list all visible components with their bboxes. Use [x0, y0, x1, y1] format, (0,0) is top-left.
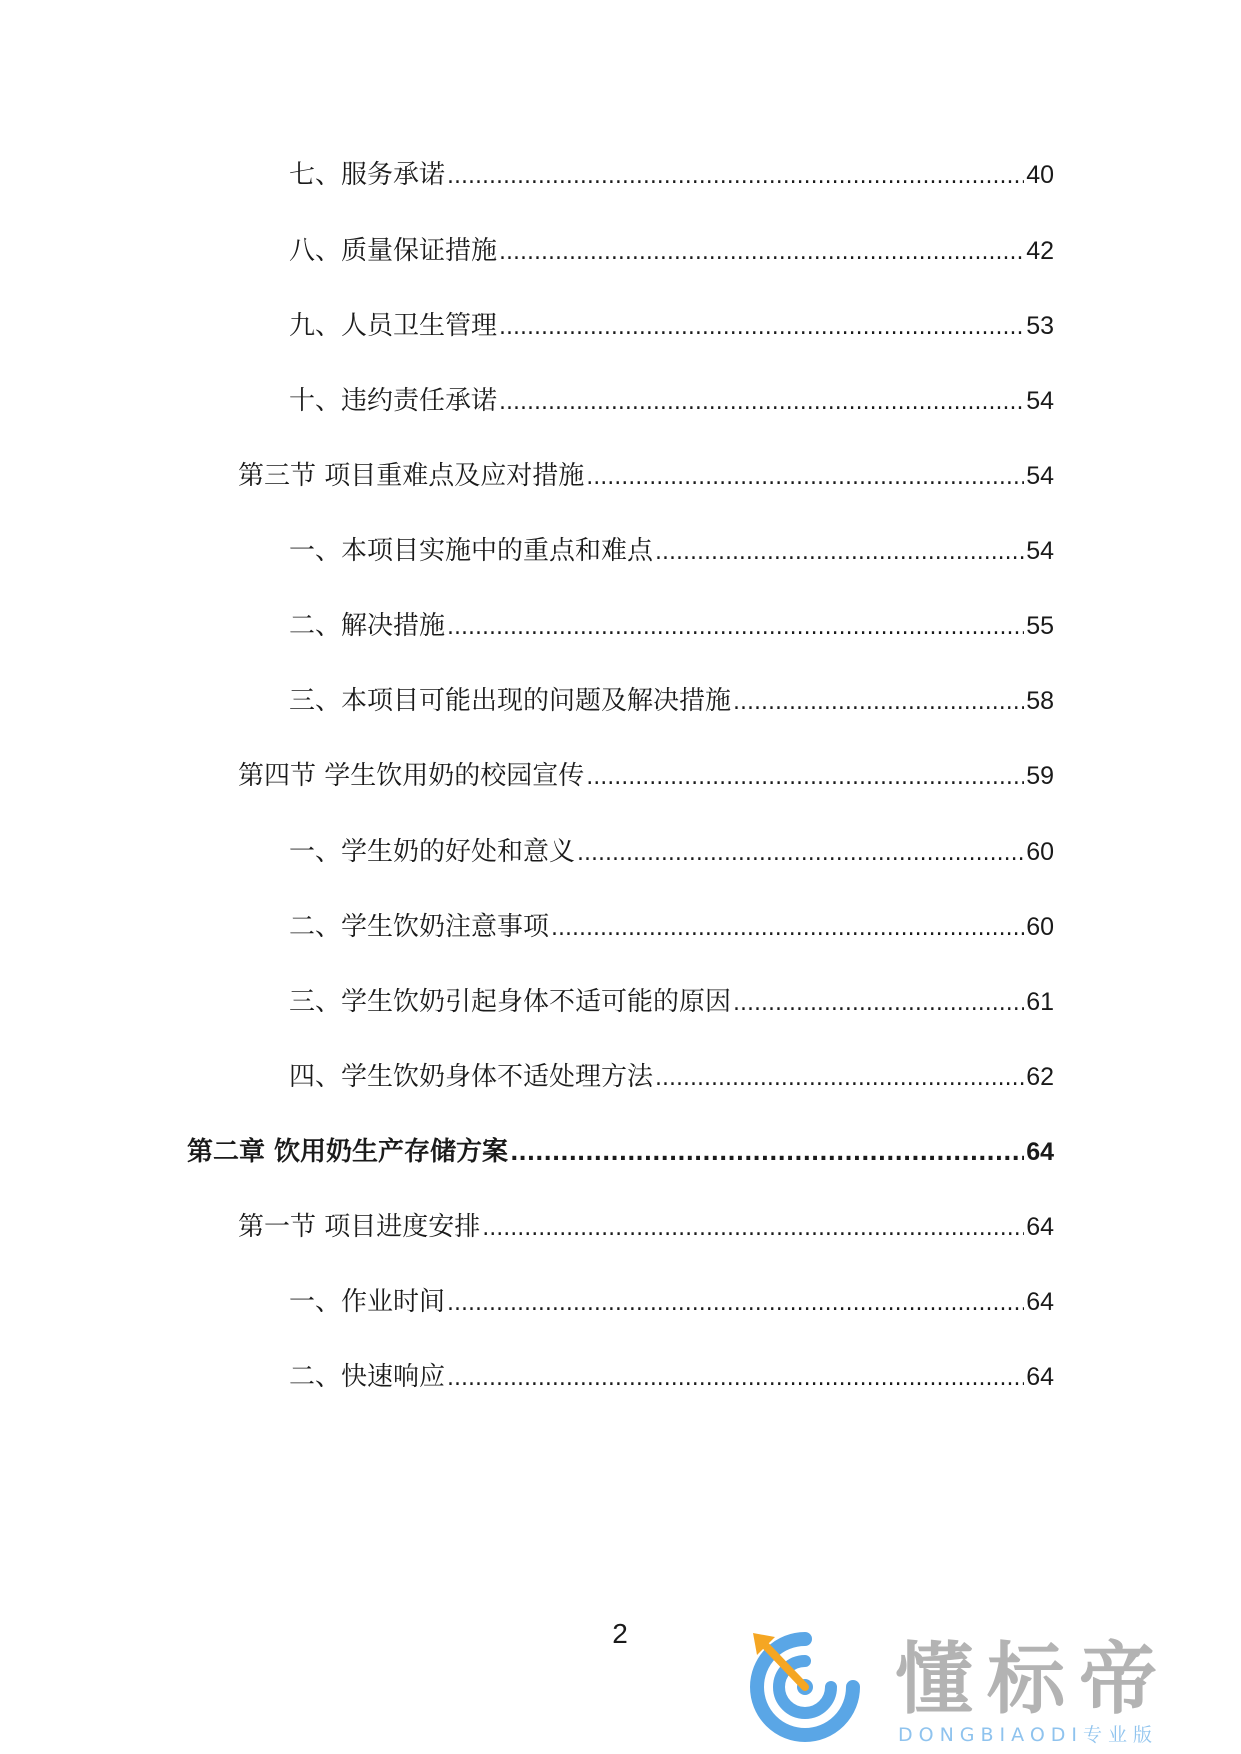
toc-entry-title: 四、学生饮奶身体不适处理方法 — [289, 1062, 654, 1092]
toc-entry[interactable] — [238, 756, 1054, 796]
toc-entry-page: 54 — [1026, 462, 1054, 490]
toc-entry-title: 一、作业时间 — [289, 1287, 446, 1317]
toc-dot-leader — [447, 1359, 1024, 1399]
toc-entry-title: 八、质量保证措施 — [289, 236, 498, 266]
toc-entry-title: 九、人员卫生管理 — [289, 311, 498, 341]
toc-dot-leader — [586, 458, 1024, 498]
target-logo-icon — [745, 1625, 865, 1750]
toc-entry-page: 64 — [1026, 1288, 1054, 1316]
toc-entry-page: 61 — [1026, 988, 1054, 1016]
toc-entry[interactable] — [289, 832, 1054, 872]
toc-entry[interactable] — [289, 982, 1054, 1022]
toc-entry-title: 二、解决措施 — [289, 611, 446, 641]
toc-entry[interactable] — [289, 1057, 1054, 1097]
toc-entry-page: 59 — [1026, 762, 1054, 790]
toc-dot-leader — [586, 758, 1024, 798]
toc-entry-page: 58 — [1026, 687, 1054, 715]
toc-entry-title: 七、服务承诺 — [289, 160, 446, 190]
toc-entry[interactable] — [289, 1357, 1054, 1397]
toc-entry-title: 第三节 项目重难点及应对措施 — [238, 461, 585, 491]
toc-entry[interactable] — [289, 606, 1054, 646]
toc-dot-leader — [447, 608, 1024, 648]
toc-entry-page: 42 — [1026, 237, 1054, 265]
toc-dot-leader — [499, 233, 1024, 273]
toc-entry[interactable] — [187, 1132, 1054, 1172]
toc-entry-page: 53 — [1026, 312, 1054, 340]
toc-entry-title: 一、学生奶的好处和意义 — [289, 837, 576, 867]
toc-entry[interactable] — [289, 531, 1054, 571]
toc-entry-page: 60 — [1026, 838, 1054, 866]
toc-entry[interactable] — [238, 1207, 1054, 1247]
toc-dot-leader — [655, 533, 1024, 573]
toc-entry[interactable] — [289, 1282, 1054, 1322]
watermark-brand-subtitle: DONGBIAODI专业版 — [898, 1724, 1159, 1746]
toc-entry[interactable] — [289, 907, 1054, 947]
toc-dot-leader — [733, 984, 1024, 1024]
toc-entry-page: 40 — [1026, 161, 1054, 189]
toc-entry-title: 十、违约责任承诺 — [289, 386, 498, 416]
toc-entry-page: 54 — [1026, 537, 1054, 565]
toc-dot-leader — [655, 1059, 1024, 1099]
toc-dot-leader — [482, 1209, 1024, 1249]
toc-entry-page: 55 — [1026, 612, 1054, 640]
toc-dot-leader — [551, 909, 1024, 949]
toc-entry[interactable] — [289, 306, 1054, 346]
toc-entry-title: 三、本项目可能出现的问题及解决措施 — [289, 686, 732, 716]
toc-dot-leader — [510, 1134, 1024, 1174]
toc-entry[interactable] — [289, 381, 1054, 421]
toc-entry[interactable] — [289, 681, 1054, 721]
toc-entry-page: 64 — [1026, 1363, 1054, 1391]
toc-dot-leader — [577, 834, 1024, 874]
toc-dot-leader — [447, 1284, 1024, 1324]
toc-entry-title: 一、本项目实施中的重点和难点 — [289, 536, 654, 566]
toc-entry-page: 60 — [1026, 913, 1054, 941]
toc-entry-page: 62 — [1026, 1063, 1054, 1091]
page-number: 2 — [612, 1618, 628, 1649]
toc-dot-leader — [499, 308, 1024, 348]
watermark — [745, 1625, 1225, 1750]
toc-entry-title: 二、快速响应 — [289, 1362, 446, 1392]
toc-dot-leader — [499, 383, 1024, 423]
toc-entry-page: 64 — [1026, 1213, 1054, 1241]
toc-entry-title: 三、学生饮奶引起身体不适可能的原因 — [289, 987, 732, 1017]
toc-entry[interactable] — [289, 155, 1054, 195]
toc-entry-title: 第二章 饮用奶生产存储方案 — [187, 1137, 509, 1167]
toc-entry-title: 第一节 项目进度安排 — [238, 1212, 481, 1242]
toc-dot-leader — [733, 683, 1024, 723]
toc-entry-title: 二、学生饮奶注意事项 — [289, 912, 550, 942]
watermark-brand-name: 懂标帝 — [895, 1635, 1172, 1725]
toc-entry[interactable] — [238, 456, 1054, 496]
toc-dot-leader — [447, 157, 1024, 197]
toc-entry-title: 第四节 学生饮用奶的校园宣传 — [238, 761, 585, 791]
toc-entry-page: 54 — [1026, 387, 1054, 415]
toc-entry-page: 64 — [1026, 1138, 1054, 1166]
toc-entry[interactable] — [289, 231, 1054, 271]
